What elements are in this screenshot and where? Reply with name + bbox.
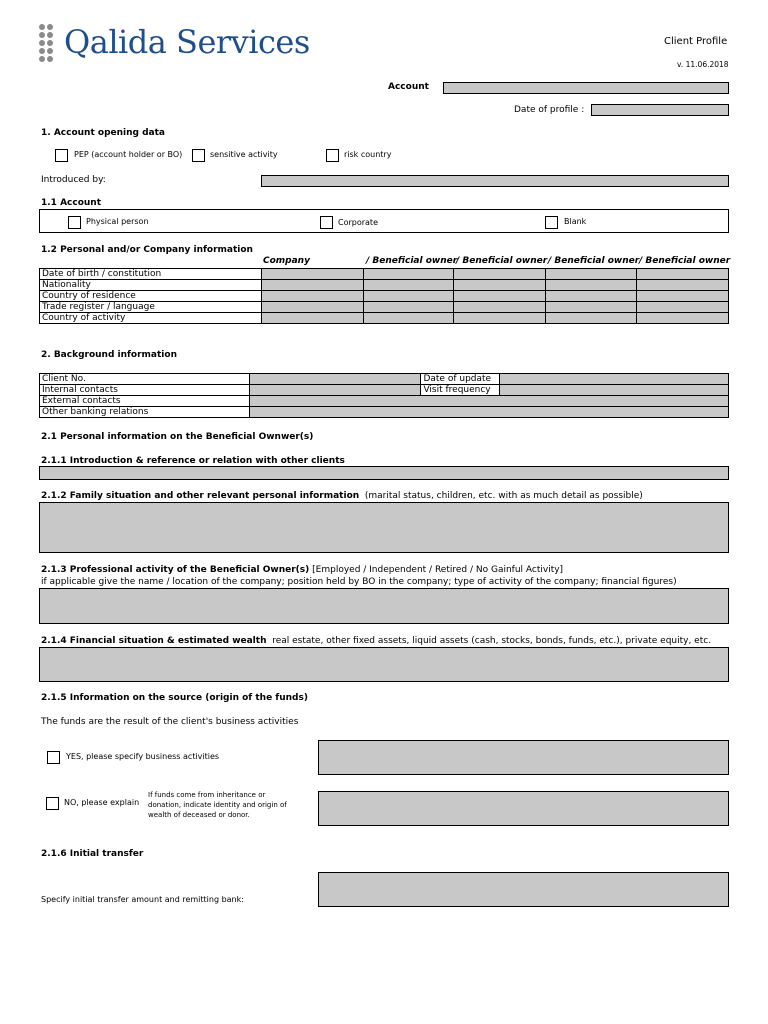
risk-country-label: risk country <box>344 150 392 159</box>
funds-origin-subtitle: The funds are the result of the client's business activities <box>41 717 299 727</box>
col-bo-4: / Beneficial owner <box>639 256 731 266</box>
table-row: Internal contacts Visit frequency <box>40 385 729 396</box>
account-label: Account <box>388 82 429 92</box>
date-of-profile-field[interactable] <box>591 104 729 116</box>
section-2-1-5-title: 2.1.5 Information on the source (origin of the funds) <box>41 693 308 703</box>
logo-mark <box>39 24 61 64</box>
row-label: Country of activity <box>40 313 262 324</box>
table-row <box>40 269 729 280</box>
section-2-1-2-heading: 2.1.2 Family situation and other relevant personal information (marital status, children, etc. with as much detail as possible) <box>41 491 643 501</box>
table-row <box>40 302 729 313</box>
account-field[interactable] <box>443 82 729 94</box>
col-bo-1: / Beneficial owner <box>366 256 458 266</box>
section-1-2-title: 1.2 Personal and/or Company information <box>41 245 253 255</box>
pep-checkbox[interactable] <box>55 149 68 162</box>
physical-person-checkbox[interactable] <box>68 216 81 229</box>
introduced-by-label: Introduced by: <box>41 175 106 185</box>
professional-activity-field[interactable] <box>39 588 729 624</box>
yes-label: YES, please specify business activities <box>66 752 220 761</box>
pep-label: PEP (account holder or BO) <box>74 150 183 159</box>
section-2-1-3-heading: 2.1.3 Professional activity of the Beneficial Owner(s) [Employed / Independent / Retired / No Gainful Activity] <box>41 565 564 575</box>
financial-situation-field[interactable] <box>39 647 729 682</box>
table-row: Client No. Date of update <box>40 374 729 385</box>
version: v. 11.06.2018 <box>677 60 729 69</box>
business-activities-field[interactable] <box>318 740 729 775</box>
table-row <box>40 280 729 291</box>
blank-label: Blank <box>564 217 587 226</box>
risk-country-checkbox[interactable] <box>326 149 339 162</box>
logo-text: Qalida Services <box>64 23 310 61</box>
blank-checkbox[interactable] <box>545 216 558 229</box>
table-row <box>40 291 729 302</box>
corporate-checkbox[interactable] <box>320 216 333 229</box>
yes-checkbox[interactable] <box>47 751 60 764</box>
row-label: Date of birth / constitution <box>40 269 262 280</box>
section-2-1-title: 2.1 Personal information on the Beneficial Ownwer(s) <box>41 432 314 442</box>
table-row: External contacts <box>40 396 729 407</box>
sensitive-activity-label: sensitive activity <box>210 150 278 159</box>
physical-person-label: Physical person <box>86 217 149 226</box>
no-label: NO, please explain <box>64 798 140 807</box>
table-row: Other banking relations <box>40 407 729 418</box>
col-bo-3: / Beneficial owner <box>548 256 640 266</box>
no-checkbox[interactable] <box>46 797 59 810</box>
section-1-title: 1. Account opening data <box>41 128 165 138</box>
corporate-label: Corporate <box>338 218 378 227</box>
personal-info-table <box>39 268 729 324</box>
inheritance-note: If funds come from inheritance or donation, indicate identity and origin of wealth of deceased or donor. <box>148 791 287 819</box>
table-row <box>40 313 729 324</box>
date-of-profile-label: Date of profile : <box>514 105 585 115</box>
introduced-by-field[interactable] <box>261 175 729 187</box>
family-situation-field[interactable] <box>39 502 729 553</box>
initial-transfer-field[interactable] <box>318 872 729 907</box>
section-2-title: 2. Background information <box>41 350 177 360</box>
explanation-field[interactable] <box>318 791 729 826</box>
section-2-1-3-line2: if applicable give the name / location of the company; position held by BO in the company; type of activity of the company; financial figures) <box>41 577 677 587</box>
row-label: Country of residence <box>40 291 262 302</box>
introduction-field[interactable] <box>39 466 729 480</box>
col-bo-2: / Beneficial owner <box>456 256 548 266</box>
section-2-1-4-heading: 2.1.4 Financial situation & estimated wealth real estate, other fixed assets, liquid assets (cash, stocks, bonds, funds, etc.), private equity, etc. <box>41 636 712 646</box>
section-2-1-1-title: 2.1.1 Introduction & reference or relation with other clients <box>41 456 345 466</box>
section-1-1-title: 1.1 Account <box>41 198 102 208</box>
doc-title: Client Profile <box>664 36 728 47</box>
initial-transfer-label: Specify initial transfer amount and remitting bank: <box>41 895 244 904</box>
row-label: Trade register / language <box>40 302 262 313</box>
row-label: Nationality <box>40 280 262 291</box>
col-company: Company <box>263 256 310 266</box>
sensitive-activity-checkbox[interactable] <box>192 149 205 162</box>
section-2-1-6-title: 2.1.6 Initial transfer <box>41 849 144 859</box>
background-table <box>39 373 729 418</box>
